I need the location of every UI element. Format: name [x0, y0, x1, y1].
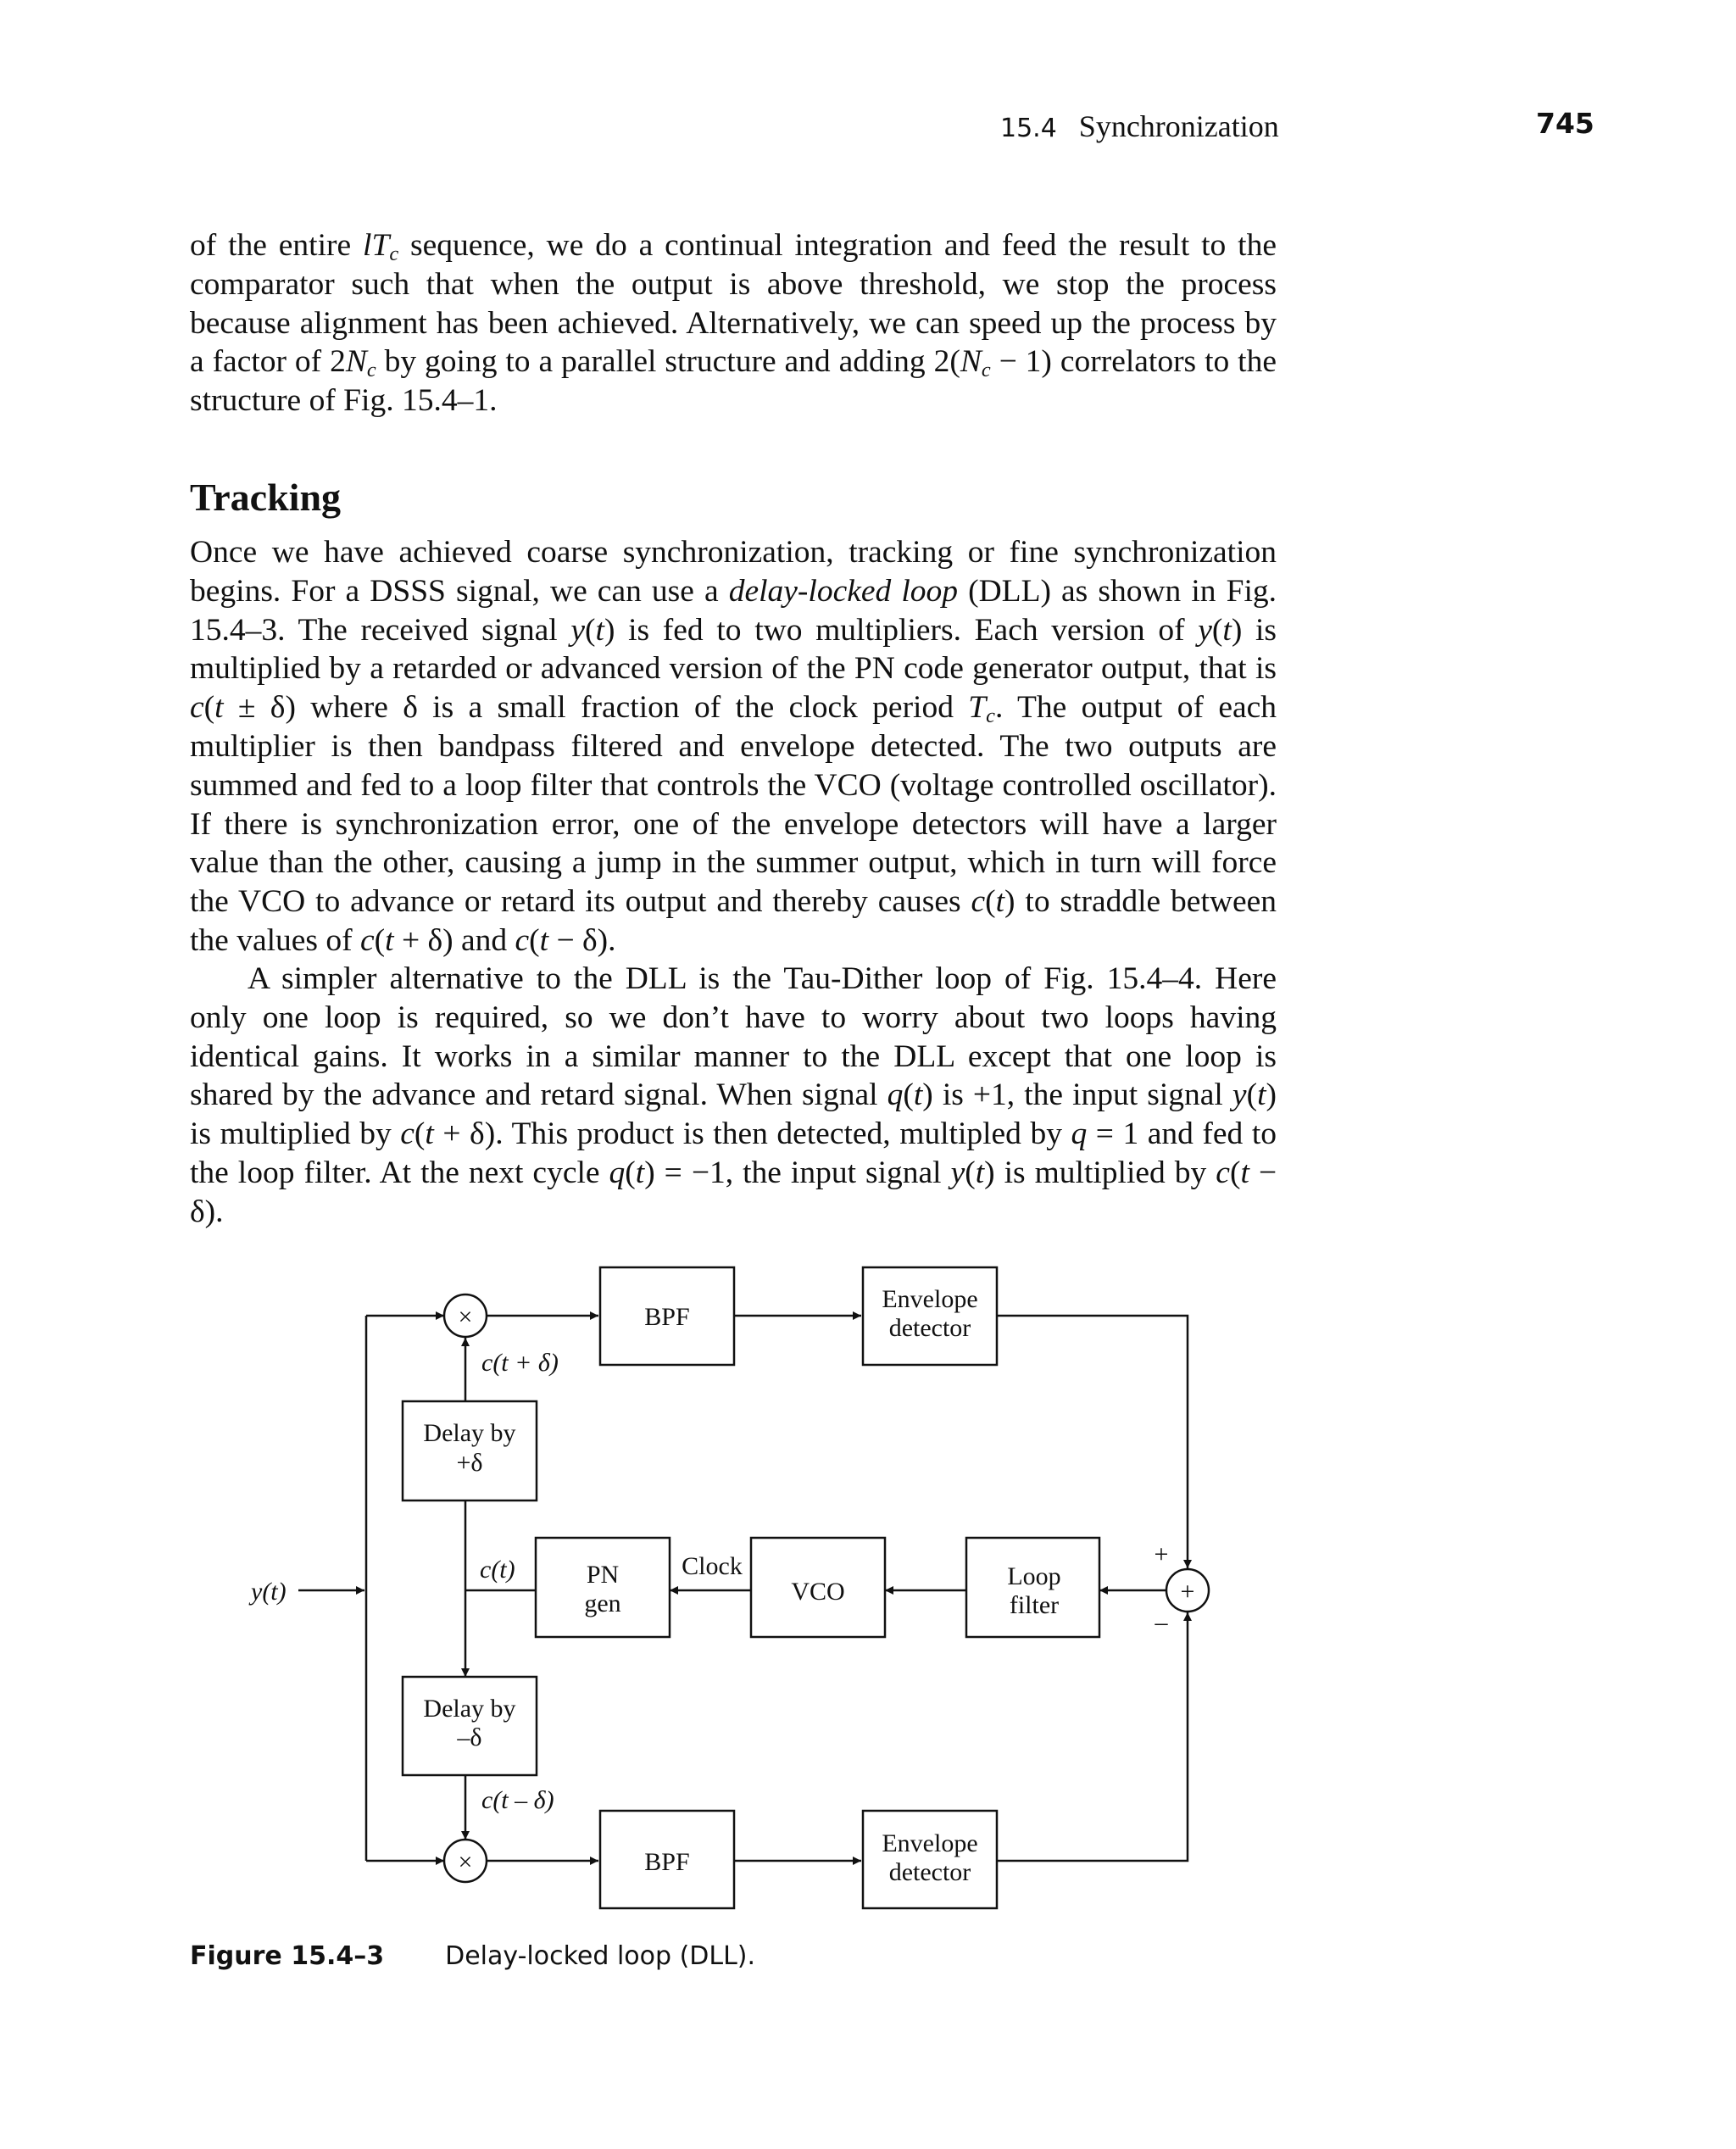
paragraph-intro: of the entire $lT_c$ sequence, we do a continual integration and feed the result to the comparator such that when the output is above threshold, we stop the process because alignment has been achieved. Alternatively, we can speed up the process by a factor of $2N_c$ by going to a parallel structure and adding $2(N_c - 1)$ correlators to the structure of Fig. 15.4–1.: [190, 228, 1277, 419]
top-env-label-1: Envelope: [882, 1285, 978, 1313]
delay-plus-label-2: +δ: [456, 1449, 483, 1477]
loop-filter-label-2: filter: [1009, 1591, 1060, 1619]
figure-caption: [190, 1941, 755, 1971]
clock-label: Clock: [682, 1552, 743, 1580]
section-heading: Tracking: [190, 476, 342, 519]
input-label: y(t): [251, 1578, 287, 1606]
delay-minus-label-2: –δ: [457, 1723, 482, 1751]
pn-gen-label-2: gen: [584, 1589, 621, 1617]
bottom-env-label-2: detector: [888, 1858, 971, 1886]
bottom-env-to-summer: [997, 1612, 1188, 1861]
summer-minus-sign: –: [1155, 1608, 1168, 1636]
caption-text: Delay-locked loop (DLL).: [445, 1941, 756, 1971]
vco-label: VCO: [791, 1578, 845, 1606]
top-env-label-2: detector: [888, 1314, 971, 1342]
c-label: c(t): [480, 1556, 515, 1584]
section-title: Synchronization: [1078, 109, 1279, 143]
summer-symbol: +: [1180, 1578, 1195, 1606]
page-number: 745: [1536, 107, 1594, 140]
top-multiplier-symbol: ×: [458, 1303, 473, 1331]
c-plus-label: c(t + δ): [481, 1349, 559, 1377]
figure-number: Figure 15.4–3: [190, 1941, 385, 1971]
paragraph-tau-dither: A simpler alternative to the DLL is the Tau-Dither loop of Fig. 15.4–4. Here only one loop is required, so we don’t have to worry about two loops having identical gains. It works in a similar manner to the DLL except that one loop is shared by the advance and retard signal. When signal q(t) is +1, the input signal y(t) is multiplied by c(t + δ). This product is then detected, multipled by q = 1 and fed to the loop filter. At the next cycle q(t) = −1, the input signal y(t) is multiplied by c(t − δ).: [190, 961, 1277, 1229]
paragraph-tracking: Once we have achieved coarse synchronization, tracking or fine synchronization begins. For a DSSS signal, we can use a delay-locked loop (DLL) as shown in Fig. 15.4–3. The received signal y(t) is fed to two multipliers. Each version of y(t) is multiplied by a retarded or advanced version of the PN code generator output, that is c(t ± δ) where δ is a small fraction of the clock period $T_c$. The output of each multiplier is then bandpass filtered and envelope detected. The two outputs are summed and fed to a loop filter that controls the VCO (voltage controlled oscillator). If there is synchronization error, one of the envelope detectors will have a larger value than the other, causing a jump in the summer output, which in turn will force the VCO to advance or retard its output and thereby causes c(t) to straddle between the values of c(t + δ) and c(t − δ).: [190, 535, 1277, 958]
bottom-env-label-1: Envelope: [882, 1829, 978, 1857]
top-env-to-summer: [997, 1316, 1188, 1568]
section-number: 15.4: [1000, 114, 1057, 143]
c-minus-label: c(t – δ): [481, 1786, 554, 1814]
bottom-bpf-label: BPF: [644, 1848, 690, 1876]
delay-plus-label-1: Delay by: [423, 1419, 516, 1447]
bottom-multiplier-symbol: ×: [458, 1848, 473, 1876]
top-bpf-label: BPF: [644, 1303, 690, 1331]
loop-filter-label-1: Loop: [1007, 1562, 1061, 1590]
delay-minus-label-1: Delay by: [423, 1695, 516, 1723]
pn-gen-label-1: PN: [586, 1561, 620, 1589]
summer-plus-sign: +: [1154, 1540, 1169, 1568]
